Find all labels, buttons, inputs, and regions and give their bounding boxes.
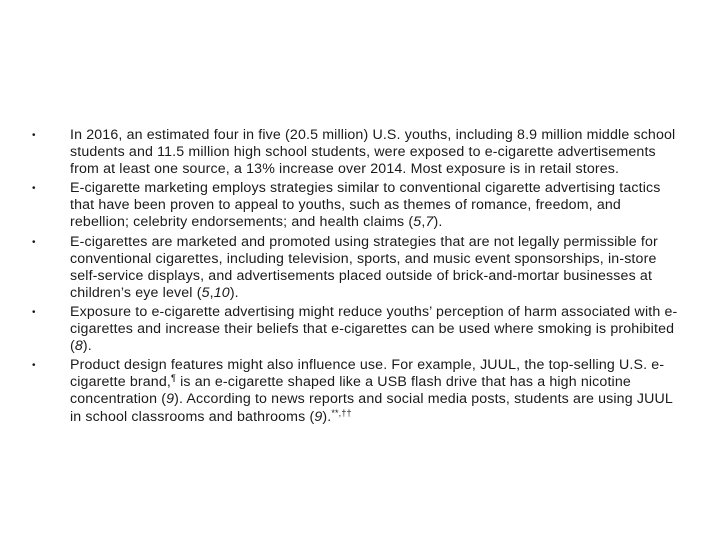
bullet-text-segment: ). — [82, 338, 92, 355]
reference-number: 7 — [425, 214, 434, 231]
bullet-list — [32, 127, 682, 428]
bullet-text — [70, 127, 682, 178]
bullet-marker-icon: • — [32, 130, 36, 141]
bullet-text-segment: Exposure to e-cigarette advertising might reduce youths’ perception of harm associated with e-cigarettes and increase their beliefs that e-cigarettes can be used where smoking is prohibited ( — [70, 303, 678, 355]
bullet-item — [32, 127, 682, 178]
reference-number: 5 — [201, 284, 210, 301]
reference-number: 10 — [213, 284, 230, 301]
bullet-text-segment: ). — [433, 214, 443, 231]
bullet-text-segment: ). According to news reports and social media posts, students are using JUUL in school classrooms and bathrooms ( — [70, 391, 673, 425]
bullet-text — [70, 180, 682, 231]
bullet-text-segment: In 2016, an estimated four in five (20.5 million) U.S. youths, including 8.9 million middle school students and 11.5 million high school students, were exposed to e-cigarette advertisements from at least one source, a 13% increase over 2014. Most exposure is in retail stores. — [70, 127, 676, 178]
bullet-text-segment: E-cigarette marketing employs strategies similar to conventional cigarette advertising tactics that have been proven to appeal to youths, such as themes of romance, freedom, and rebellion; celebrity endorsements; and health claims ( — [70, 180, 661, 231]
bullet-item — [32, 304, 682, 355]
bullet-text-segment: , — [209, 284, 214, 301]
bullet-text-segment: is an e-cigarette shaped like a USB flash drive that has a high nicotine concentration ( — [70, 374, 631, 408]
bullet-marker-icon: • — [32, 183, 36, 195]
bullet-text-segment: ). — [322, 408, 332, 425]
bullet-text — [70, 304, 682, 355]
bullet-text — [70, 234, 682, 302]
reference-number: 9 — [166, 391, 175, 408]
bullet-item — [32, 234, 682, 302]
bullet-text-segment: E-cigarettes are marketed and promoted using strategies that are not legally permissible for conventional cigarettes, including television, sports, and music event sponsorships, in-store self-service displays, and advertisements placed outside of brick-and-mortar businesses at children’s eye level ( — [70, 233, 658, 301]
footnote-marker: **,†† — [331, 407, 352, 418]
bullet-marker-icon: • — [32, 236, 36, 248]
bullet-text-segment: , — [421, 214, 426, 231]
bullet-text-segment: Product design features might also influence use. For example, JUUL, the top-selling U.S. e-cigarette brand, — [70, 357, 665, 391]
reference-number: 5 — [413, 214, 422, 231]
bullet-text — [70, 357, 682, 425]
bullet-marker-icon: • — [32, 360, 36, 372]
footnote-marker: ¶ — [171, 373, 176, 384]
reference-number: 9 — [314, 408, 323, 425]
bullet-item — [32, 357, 682, 425]
bullet-item — [32, 180, 682, 231]
reference-number: 8 — [74, 338, 83, 355]
bullet-marker-icon: • — [32, 306, 36, 318]
bullet-text-segment: ). — [229, 284, 239, 301]
